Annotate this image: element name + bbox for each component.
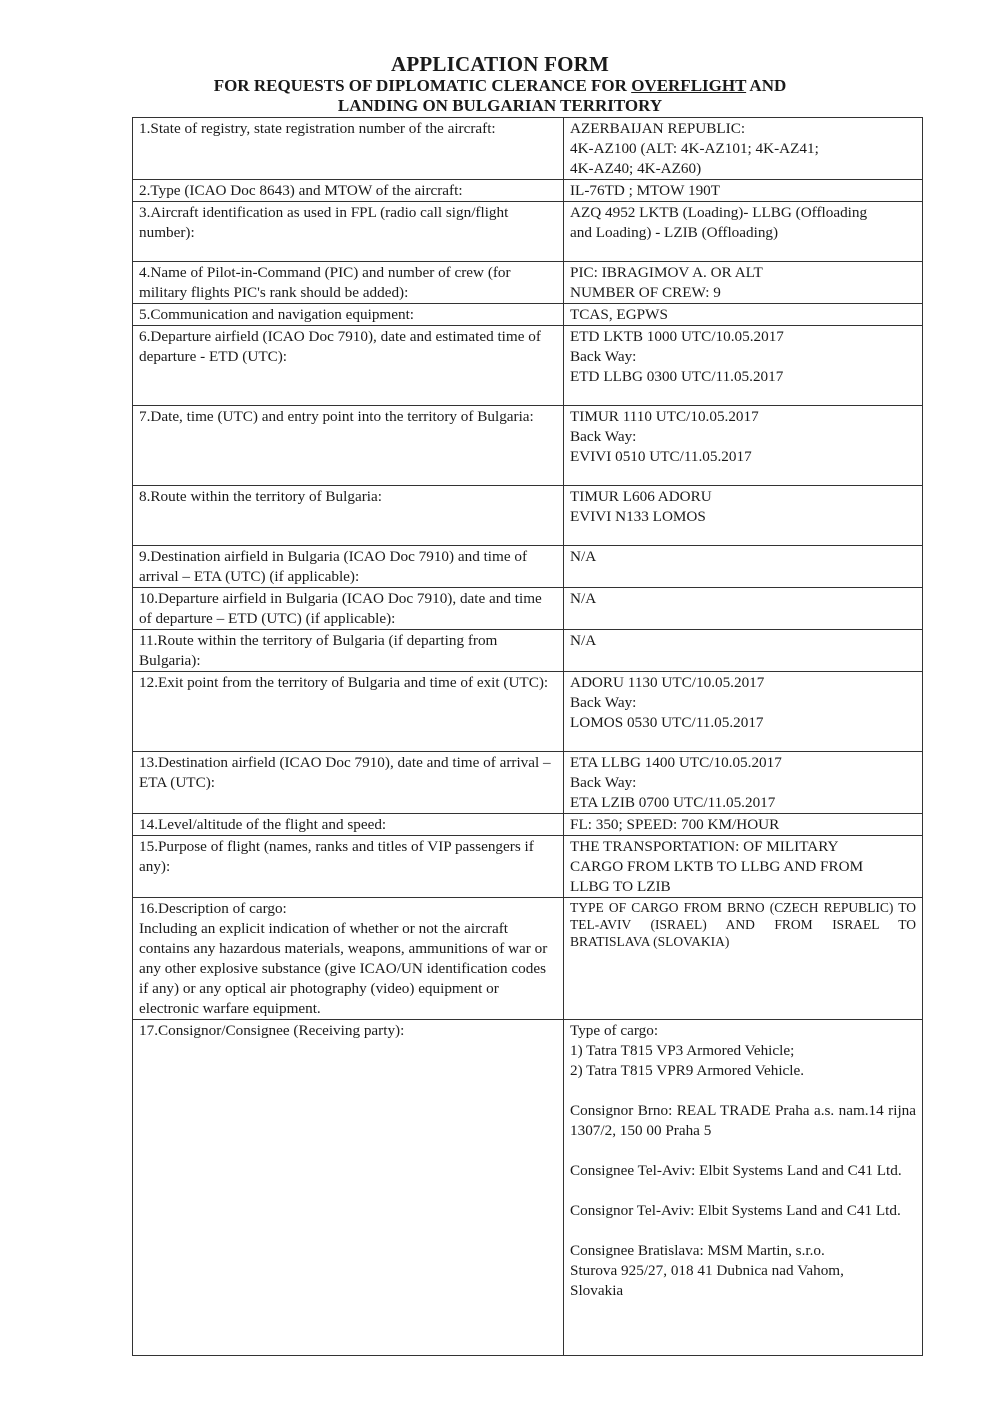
answer-13-line-1: ETA LLBG 1400 UTC/10.05.2017: [570, 754, 782, 771]
answer-10: [564, 588, 923, 630]
answer-14: [564, 814, 923, 836]
form-row-7: [133, 406, 923, 486]
consignee-bratislava-line-1: Consignee Bratislava: MSM Martin, s.r.o.: [570, 1242, 825, 1259]
answer-17: [564, 1020, 923, 1356]
form-row-13: [133, 752, 923, 814]
answer-12-line-1: ADORU 1130 UTC/10.05.2017: [570, 674, 765, 691]
answer-3-line-2: and Loading) - LZIB (Offloading): [570, 224, 779, 241]
answer-3-line-1: AZQ 4952 LKTB (Loading)- LLBG (Offloading: [570, 204, 868, 221]
answer-2: [564, 180, 923, 202]
question-2: 2.Type (ICAO Doc 8643) and MTOW of the aircraft:: [133, 180, 564, 202]
answer-7-line-2: Back Way:: [570, 428, 637, 445]
answer-1-line-1: AZERBAIJAN REPUBLIC:: [570, 120, 746, 137]
answer-8-line-1: TIMUR L606 ADORU: [570, 488, 712, 505]
question-8: 8.Route within the territory of Bulgaria:: [133, 486, 564, 546]
form-row-4: [133, 262, 923, 304]
form-subtitle-line-1: [0, 76, 1000, 96]
answer-4: [564, 262, 923, 304]
answer-5-line-1: TCAS, EGPWS: [570, 306, 668, 323]
form-row-6: [133, 326, 923, 406]
answer-12: [564, 672, 923, 752]
form-title: APPLICATION FORM: [390, 52, 610, 76]
answer-5: [564, 304, 923, 326]
question-10: 10.Departure airfield in Bulgaria (ICAO Doc 7910), date and time of departure – ETD (UTC) (if applicable):: [133, 588, 564, 630]
cargo-item-2: 2) Tatra T815 VPR9 Armored Vehicle.: [570, 1062, 805, 1079]
question-3: 3.Aircraft identification as used in FPL (radio call sign/flight number):: [133, 202, 564, 262]
cargo-type-label: Type of cargo:: [570, 1022, 659, 1039]
consignee-tel-aviv: Consignee Tel-Aviv: Elbit Systems Land and C41 Ltd.: [570, 1162, 902, 1179]
question-15: 15.Purpose of flight (names, ranks and titles of VIP passengers if any):: [133, 836, 564, 898]
answer-15-line-3: LLBG TO LZIB: [570, 878, 671, 895]
form-row-10: [133, 588, 923, 630]
question-6: 6.Departure airfield (ICAO Doc 7910), date and estimated time of departure - ETD (UTC):: [133, 326, 564, 406]
answer-1-line-2: 4K-AZ100 (ALT: 4K-AZ101; 4K-AZ41;: [570, 140, 819, 157]
answer-4-line-2: NUMBER OF CREW: 9: [570, 284, 721, 301]
answer-12-line-3: LOMOS 0530 UTC/11.05.2017: [570, 714, 764, 731]
question-13: 13.Destination airfield (ICAO Doc 7910), date and time of arrival – ETA (UTC):: [133, 752, 564, 814]
spacer: [570, 1141, 916, 1161]
form-row-12: [133, 672, 923, 752]
form-row-8: [133, 486, 923, 546]
answer-15-line-2: CARGO FROM LKTB TO LLBG AND FROM: [570, 858, 864, 875]
application-form-table: [132, 117, 923, 1356]
answer-11: [564, 630, 923, 672]
question-16-heading: 16.Description of cargo:: [139, 900, 287, 917]
consignee-bratislava-line-3: Slovakia: [570, 1282, 624, 1299]
form-row-17: [133, 1020, 923, 1356]
form-row-11: [133, 630, 923, 672]
answer-6-line-3: ETD LLBG 0300 UTC/11.05.2017: [570, 368, 784, 385]
form-row-9: [133, 546, 923, 588]
form-row-1: [133, 118, 923, 180]
answer-2-line-1: IL-76TD ; MTOW 190T: [570, 182, 721, 199]
consignor-brno: Consignor Brno: REAL TRADE Praha a.s. nam.14 rijna 1307/2, 150 00 Praha 5: [570, 1102, 916, 1139]
answer-3: [564, 202, 923, 262]
answer-9: [564, 546, 923, 588]
answer-7: [564, 406, 923, 486]
subtitle-part-1: FOR REQUESTS OF DIPLOMATIC CLERANCE FOR: [213, 76, 632, 95]
question-17: 17.Consignor/Consignee (Receiving party):: [133, 1020, 564, 1356]
form-row-3: [133, 202, 923, 262]
spacer: [570, 1181, 916, 1201]
consignor-tel-aviv: Consignor Tel-Aviv: Elbit Systems Land and C41 Ltd.: [570, 1202, 901, 1219]
answer-1-line-3: 4K-AZ40; 4K-AZ60): [570, 160, 702, 177]
question-16-details: Including an explicit indication of whether or not the aircraft contains any hazardous materials, weapons, ammunitions of war or any other explosive substance (give ICAO/UN identification codes if any) or any optical air photography (video) equipment or electronic warfare equipment.: [139, 920, 548, 1017]
answer-15: [564, 836, 923, 898]
question-5: 5.Communication and navigation equipment:: [133, 304, 564, 326]
answer-7-line-3: EVIVI 0510 UTC/11.05.2017: [570, 448, 752, 465]
question-1: 1.State of registry, state registration number of the aircraft:: [133, 118, 564, 180]
consignee-bratislava-line-2: Sturova 925/27, 018 41 Dubnica nad Vahom,: [570, 1262, 844, 1279]
answer-1: [564, 118, 923, 180]
subtitle-underlined: OVERFLIGHT: [631, 76, 747, 95]
question-4: 4.Name of Pilot-in-Command (PIC) and number of crew (for military flights PIC's rank should be added):: [133, 262, 564, 304]
answer-11-line-1: N/A: [570, 632, 597, 649]
question-12: 12.Exit point from the territory of Bulgaria and time of exit (UTC):: [133, 672, 564, 752]
form-row-2: [133, 180, 923, 202]
subtitle-part-2: AND: [746, 76, 787, 95]
question-11: 11.Route within the territory of Bulgaria (if departing from Bulgaria):: [133, 630, 564, 672]
answer-13: [564, 752, 923, 814]
answer-6: [564, 326, 923, 406]
form-row-16: [133, 898, 923, 1020]
answer-10-line-1: N/A: [570, 590, 597, 607]
answer-14-line-1: FL: 350; SPEED: 700 KM/HOUR: [570, 816, 780, 833]
answer-9-line-1: N/A: [570, 548, 597, 565]
answer-15-line-1: THE TRANSPORTATION: OF MILITARY: [570, 838, 839, 855]
form-subtitle-line-2: LANDING ON BULGARIAN TERRITORY: [337, 96, 663, 115]
question-9: 9.Destination airfield in Bulgaria (ICAO Doc 7910) and time of arrival – ETA (UTC) (if applicable):: [133, 546, 564, 588]
answer-13-line-2: Back Way:: [570, 774, 637, 791]
cargo-item-1: 1) Tatra T815 VP3 Armored Vehicle;: [570, 1042, 795, 1059]
answer-16: TYPE OF CARGO FROM BRNO (CZECH REPUBLIC) TO TEL-AVIV (ISRAEL) AND FROM ISRAEL TO BRATISLAVA (SLOVAKIA): [564, 898, 923, 1020]
form-row-14: [133, 814, 923, 836]
answer-6-line-1: ETD LKTB 1000 UTC/10.05.2017: [570, 328, 784, 345]
form-row-5: [133, 304, 923, 326]
answer-7-line-1: TIMUR 1110 UTC/10.05.2017: [570, 408, 759, 425]
spacer: [570, 1081, 916, 1101]
spacer: [570, 1221, 916, 1241]
answer-6-line-2: Back Way:: [570, 348, 637, 365]
question-7: 7.Date, time (UTC) and entry point into the territory of Bulgaria:: [133, 406, 564, 486]
question-14: 14.Level/altitude of the flight and speed:: [133, 814, 564, 836]
answer-8: [564, 486, 923, 546]
answer-12-line-2: Back Way:: [570, 694, 637, 711]
form-row-15: [133, 836, 923, 898]
answer-8-line-2: EVIVI N133 LOMOS: [570, 508, 706, 525]
question-16: [133, 898, 564, 1020]
answer-4-line-1: PIC: IBRAGIMOV A. OR ALT: [570, 264, 763, 281]
answer-13-line-3: ETA LZIB 0700 UTC/11.05.2017: [570, 794, 776, 811]
